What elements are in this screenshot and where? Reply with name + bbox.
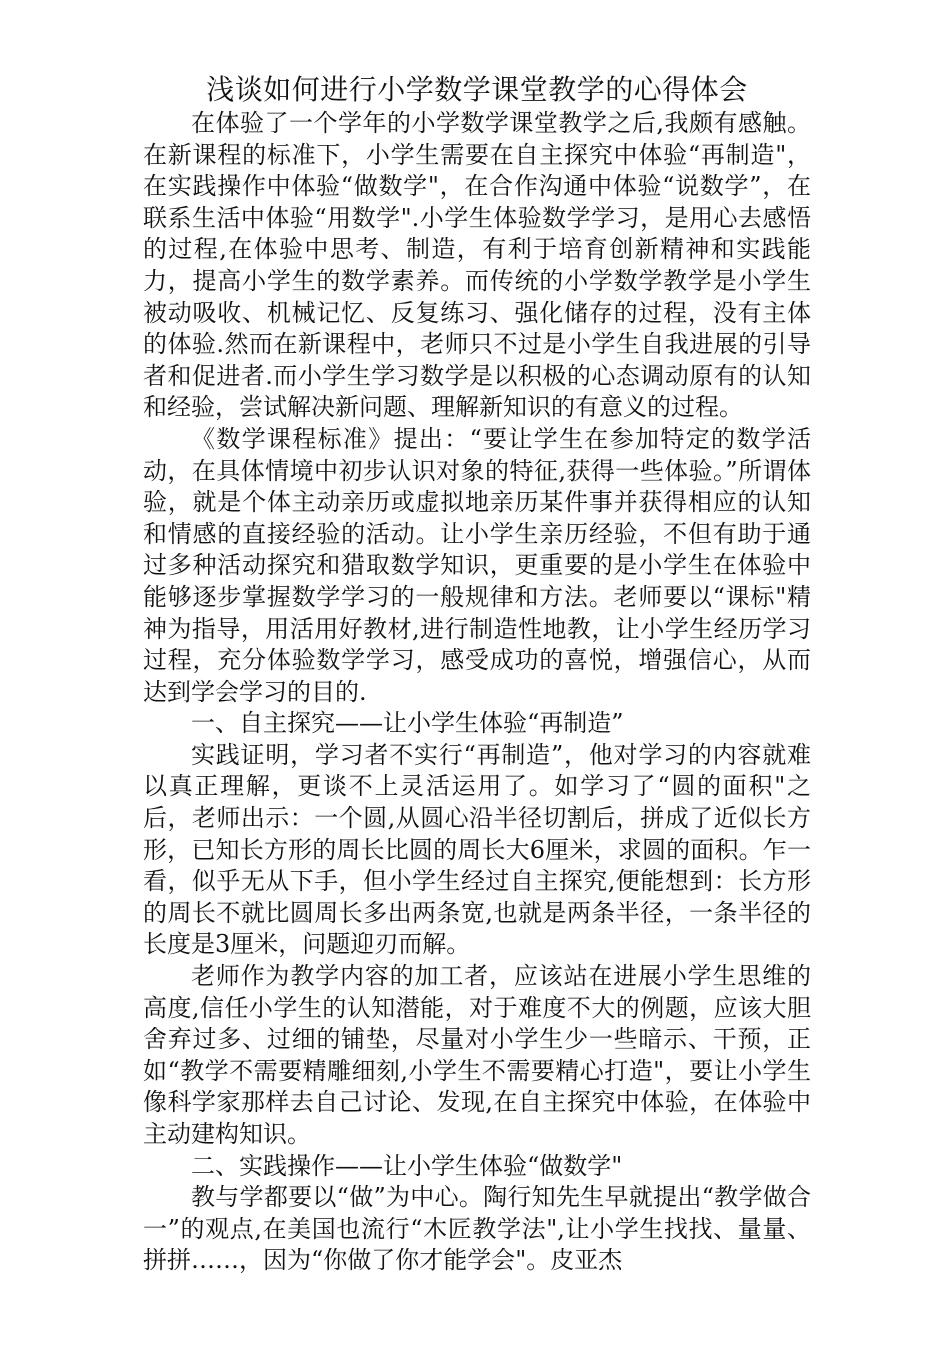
paragraph-teacher-role: 老师作为教学内容的加工者，应该站在进展小学生思维的高度,信任小学生的认知潜能，对于难度不大的例题，应该大胆舍弃过多、过细的铺垫，尽量对小学生少一些暗示、干预，正如“教学不需要精雕细刻,小学生不需要精心打造"，要让小学生像科学家那样去自己讨论、发现,在自主探究中体验，在体验中主动建构知识。 (143, 962, 811, 1148)
document-title: 浅谈如何进行小学数学课堂教学的心得体会 (206, 73, 748, 106)
section-heading-1: 一、自主探究——让小学生体验“再制造” (191, 709, 624, 738)
paragraph-curriculum-standard: 《数学课程标准》提出：“要让学生在参加特定的数学活动，在具体情境中初步认识对象的特征,获得一些体验。”所谓体验，就是个体主动亲历或虚拟地亲历某件事并获得相应的认知和情感的直接经验的活动。让小学生亲历经验，不但有助于通过多种活动探究和猎取数学知识，更重要的是小学生在体验中能够逐步掌握数学学习的一般规律和方法。老师要以“课标"精神为指导，用活用好教材,进行制造性地教，让小学生经历学习过程，充分体验数学学习，感受成功的喜悦，增强信心，从而达到学会学习的目的. (143, 424, 811, 706)
document-page (143, 72, 811, 1277)
paragraph-learning-by-doing: 教与学都要以“做”为中心。陶行知先生早就提出“教学做合一”的观点,在美国也流行“木匠教学法",让小学生找找、量量、拼拼……，因为“你做了你才能学会"。皮亚杰 (143, 1183, 811, 1275)
paragraph-intro: 在体验了一个学年的小学数学课堂教学之后,我颇有感触。在新课程的标准下，小学生需要在自主探究中体验“再制造"，在实践操作中体验“做数学"，在合作沟通中体验“说数学”，在联系生活中体验“用数学".小学生体验数学学习，是用心去感悟的过程,在体验中思考、制造，有利于培育创新精神和实践能力，提高小学生的数学素养。而传统的小学数学教学是小学生被动吸收、机械记忆、反复练习、强化储存的过程，没有主体的体验.然而在新课程中，老师只不过是小学生自我进展的引导者和促进者.而小学生学习数学是以积极的心态调动原有的认知和经验，尝试解决新问题、理解新知识的有意义的过程。 (143, 109, 811, 422)
paragraph-practice-proof: 实践证明，学习者不实行“再制造”，他对学习的内容就难以真正理解，更谈不上灵活运用了。如学习了“圆的面积"之后，老师出示：一个圆,从圆心沿半径切割后，拼成了近似长方形，已知长方形的周长比圆的周长大6厘米，求圆的面积。乍一看，似乎无从下手，但小学生经过自主探究,便能想到：长方形的周长不就比圆周长多出两条宽,也就是两条半径，一条半径的长度是3厘米，问题迎刃而解。 (143, 740, 811, 959)
section-heading-2: 二、实践操作——让小学生体验“做数学" (191, 1151, 623, 1180)
